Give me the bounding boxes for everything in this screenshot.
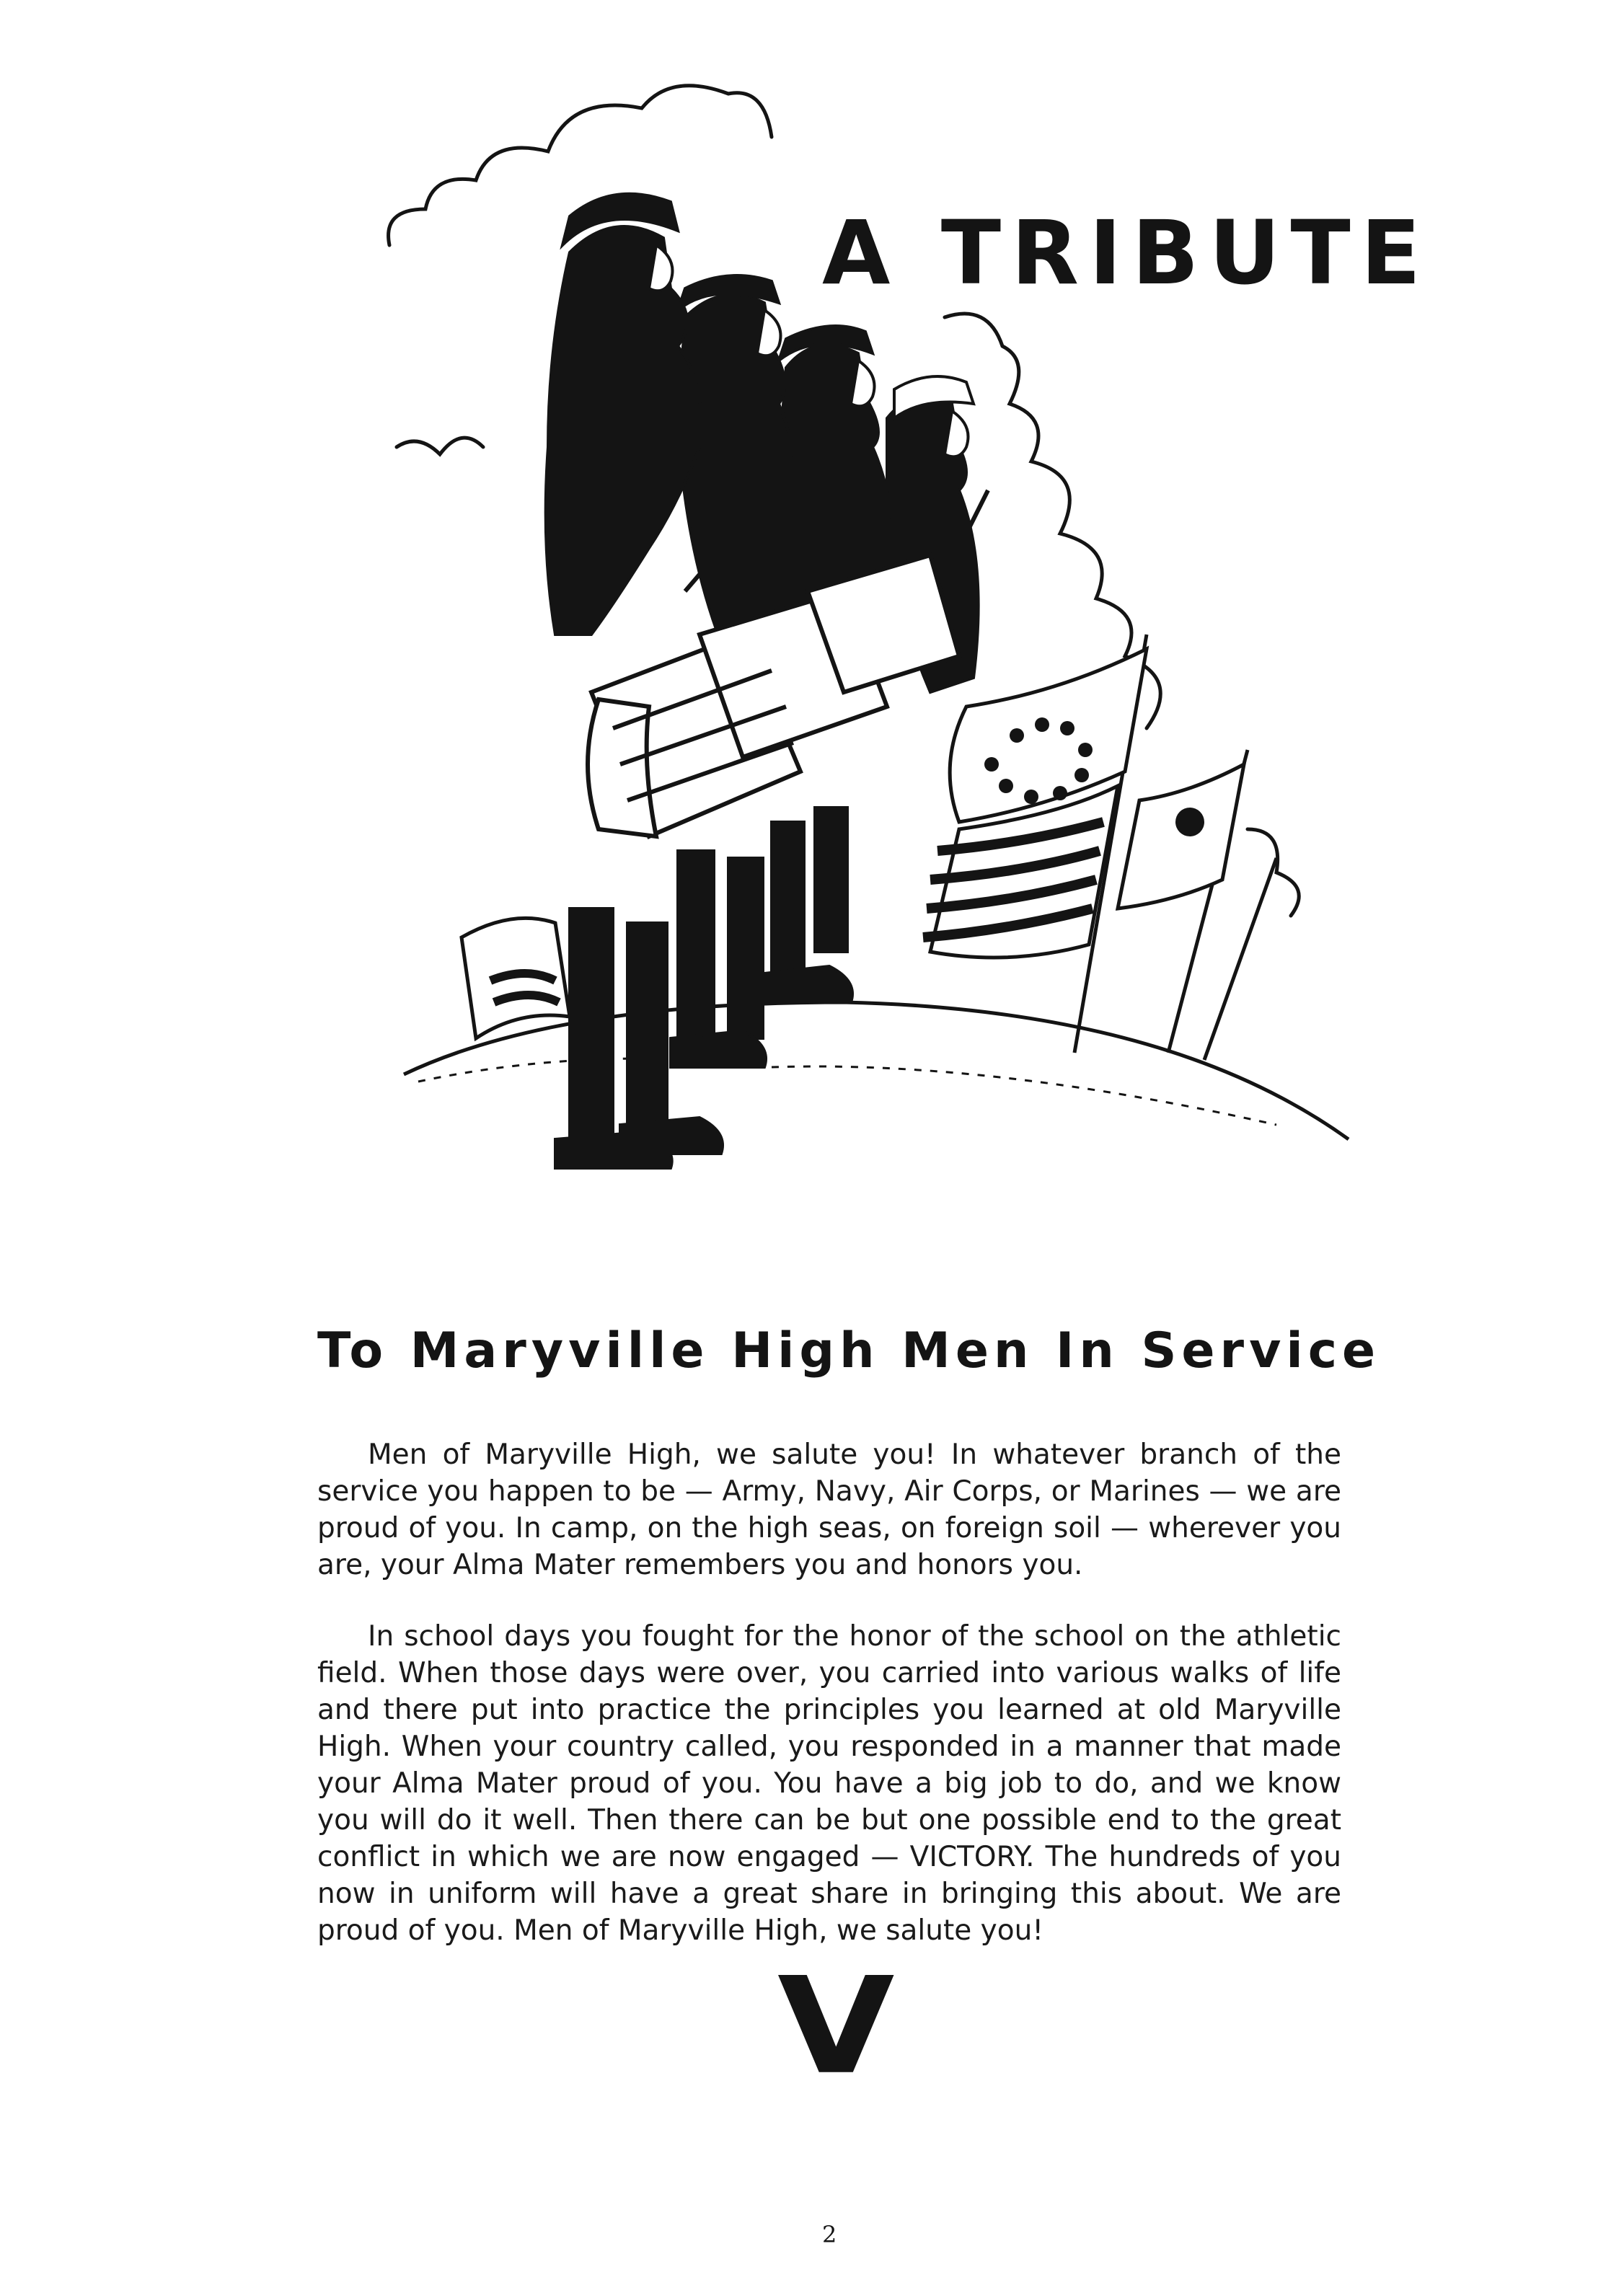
tribute-paragraph-1: Men of Maryville High, we salute you! In whatever branch of the service you happen to be — Army, Navy, Air Corps, or Marines — we are proud of you. In camp, on the high seas, on foreign soil — wherever you are, your Alma Mater remembers you and honors you. <box>317 1438 1341 1581</box>
tribute-paragraph-2: In school days you fought for the honor of the school on the athletic field. When those days were over, you carried into various walks of life and there put into practice the principles you learned at old Maryville High. When your country called, you responded in a manner that made your Alma Mater proud of you. You have a big job to do, and we know you will do it well. Then there can be but one possible end to the great conflict in which we are now engaged — VICTORY. The hundreds of you now in uniform will have a great share in bringing this about. We are proud of you. Men of Maryville High, we salute you! <box>317 1620 1341 1947</box>
victory-v-mark: V <box>777 1948 895 2104</box>
section-heading: To Maryville High Men In Service <box>317 1322 1381 1379</box>
page-title: A TRIBUTE <box>822 202 1431 304</box>
page-number: 2 <box>822 2221 837 2248</box>
colonial-drummers-icon <box>339 43 1363 1233</box>
